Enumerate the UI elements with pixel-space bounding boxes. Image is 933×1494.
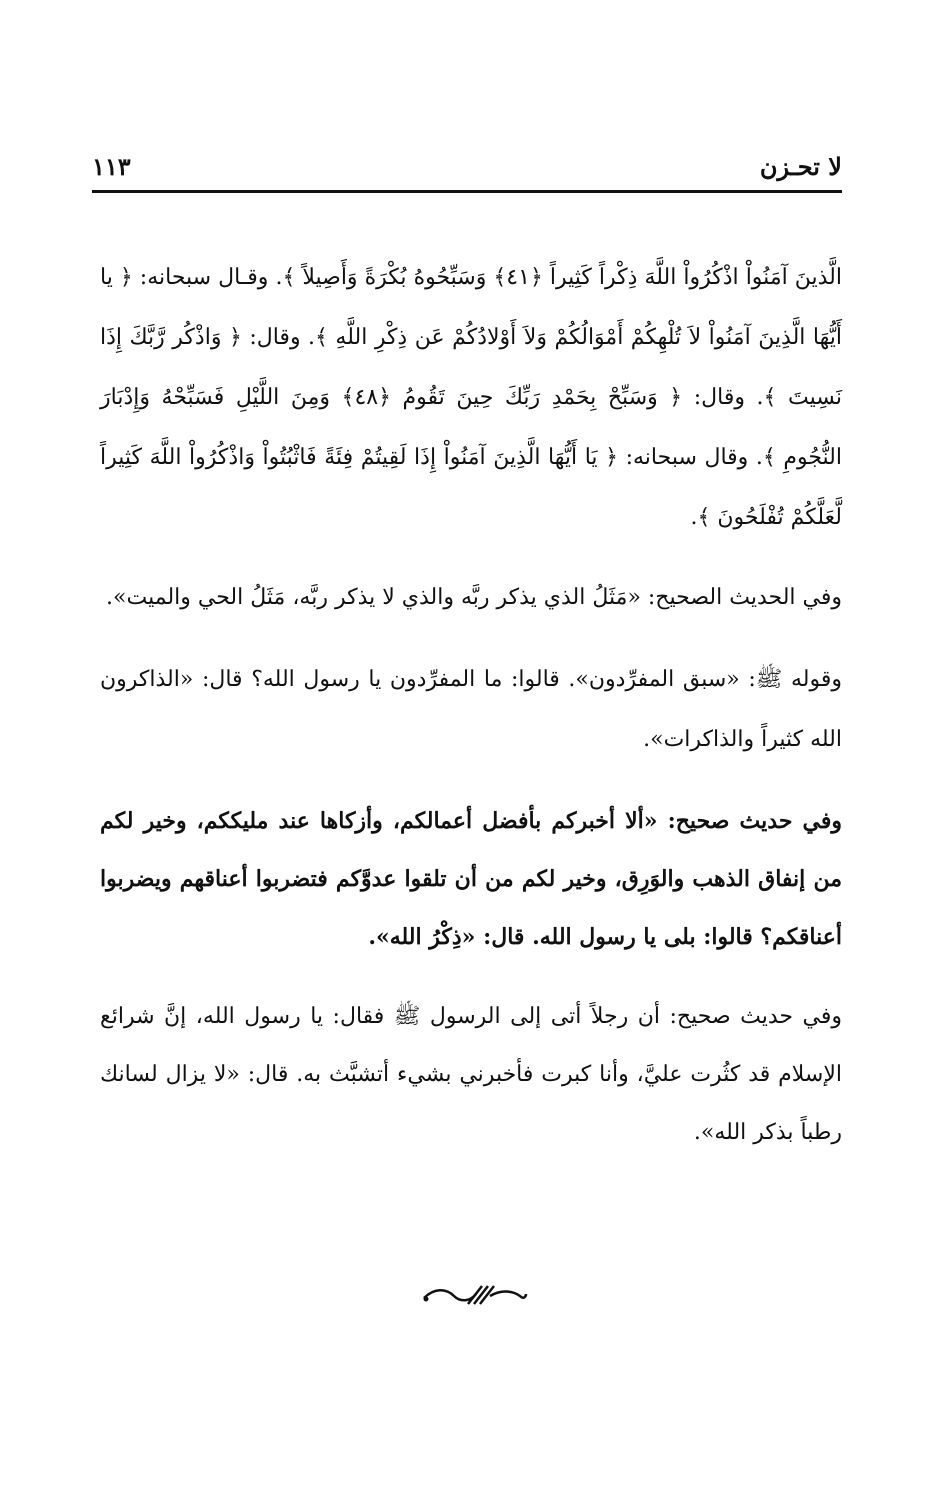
book-title: لا تحـزن <box>759 152 842 181</box>
ornament-divider-icon <box>420 1282 530 1310</box>
paragraph-hadith-living-dead: وفي الحديث الصحيح: «مَثَلُ الذي يذكر ربَّه والذي لا يذكر ربَّه، مَثَلُ الحي والميت». <box>106 585 842 610</box>
header-divider <box>92 190 842 193</box>
paragraph-hadith-mufarridun: وقوله ﷺ: «سبق المفرِّدون». قالوا: ما المفرِّدون يا رسول الله؟ قال: «الذاكرون الله كثيراً والذاكرات». <box>100 667 842 752</box>
paragraph-quran-verses: الَّذينَ آمَنُواْ اذْكُرُواْ اللَّهَ ذِكْراً كَثِيراً ﴿٤١﴾ وَسَبِّحُوهُ بُكْرَةً وَأَصِيلاً ﴾. وقـال سبحانه: ﴿ يا أَيُّهَا الَّذِينَ آمَنُواْ لاَ تُلْهِكُمْ أَمْوَالُكُمْ وَلاَ أَوْلادُكُمْ عَن ذِكْرِ اللَّهِ ﴾. وقال: ﴿ وَاذْكُر رَّبَّكَ إِذَا نَسِيتَ ﴾. وقال: ﴿ وَسَبِّحْ بِحَمْدِ رَبِّكَ حِينَ تَقُومُ ﴿٤٨﴾ وَمِنَ اللَّيْلِ فَسَبِّحْهُ وَإِدْبَارَ النُّجُومِ ﴾. وقال سبحانه: ﴿ يَا أَيُّهَا الَّذِينَ آمَنُواْ إِذَا لَقِيتُمْ فِئَةً فَاثْبُتُواْ وَاذْكُرُواْ اللَّهَ كَثِيراً لَّعَلَّكُمْ تُفْلَحُونَ ﴾. <box>100 265 842 530</box>
page-number: ١١٣ <box>92 152 131 181</box>
running-header <box>92 150 842 190</box>
page-body <box>100 248 842 1184</box>
paragraph-hadith-tongue-moist: وفي حديث صحيح: أن رجلاً أتى إلى الرسول ﷺ فقال: يا رسول الله، إنَّ شرائع الإسلام قد كثُرت عليَّ، وأنا كبرت فأخبرني بشيء أتشبَّث به. قال: «لا يزال لسانك رطباً بذكر الله». <box>100 1004 842 1145</box>
paragraph-hadith-best-deeds: وفي حديث صحيح: «ألا أخبركم بأفضل أعمالكم، وأزكاها عند مليككم، وخير لكم من إنفاق الذهب والوَرِق، وخير لكم من أن تلقوا عدوَّكم فتضربوا أعناقهم ويضربوا أعناقكم؟ قالوا: بلى يا رسول الله. قال: «ذِكْرُ الله». <box>100 808 842 950</box>
